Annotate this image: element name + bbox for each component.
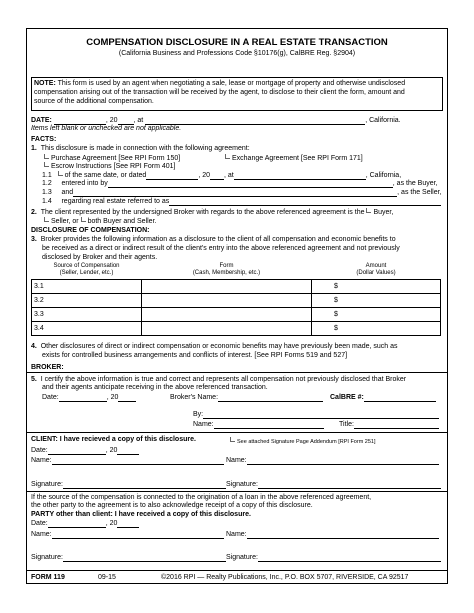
property-field[interactable]	[169, 198, 441, 206]
fact-2-options: Seller, or both Buyer and Seller.	[44, 217, 156, 226]
items-note: Items left blank or unchecked are not applicable.	[31, 125, 182, 132]
fact-5-line-1: 5. I certify the above information is true and correct and represents all compensation not previously disclosed that Broker	[31, 376, 407, 383]
client-signature-field-1[interactable]	[63, 481, 226, 489]
note-line-3: source of the additional compensation.	[34, 98, 154, 105]
party-name-2: Name:	[226, 531, 439, 539]
party-name-field-1[interactable]	[52, 531, 224, 539]
note-line-1: NOTE: This form is used by an agent when negotiating a sale, lease or mortgage of property and otherwise undisclosed	[34, 80, 406, 87]
brokers-name-field[interactable]	[218, 394, 323, 402]
party-name-field-2[interactable]	[247, 531, 439, 539]
party-heading: PARTY other than client: I have received a copy of this disclosure.	[31, 511, 251, 518]
form-cell[interactable]	[142, 294, 312, 308]
signature-addendum-option[interactable]: See attached Signature Page Addendum [RPI Form 251]	[230, 437, 376, 446]
col-source-header: Source of Compensation (Seller, Lender, etc.)	[53, 263, 120, 276]
party-signature-1: Signature:	[31, 554, 226, 562]
fact-4-line-1: 4. Other disclosures of direct or indirect compensation or economic benefits may have previously been made, such as	[31, 343, 398, 350]
amount-cell[interactable]: $	[312, 322, 441, 336]
amount-cell[interactable]: $	[312, 308, 441, 322]
date-line: DATE: , 20 , at , California.	[31, 117, 401, 124]
client-date-field[interactable]	[48, 447, 106, 455]
divider	[26, 432, 448, 433]
source-cell[interactable]: 3.3	[32, 308, 142, 322]
checkbox[interactable]	[230, 437, 235, 442]
broker-by: By:	[193, 411, 439, 419]
compensation-table	[31, 263, 441, 336]
disclosure-heading: DISCLOSURE OF COMPENSATION:	[31, 227, 150, 234]
table-row	[32, 280, 441, 294]
broker-agent-name-field[interactable]	[214, 421, 324, 429]
fact-2: 2. The client represented by the undersigned Broker with regards to the above referenced agreement is the Buyer,	[31, 209, 394, 216]
fact-1-4: 1.4 regarding real estate referred to as	[42, 198, 441, 206]
table-row	[32, 308, 441, 322]
form-cell[interactable]	[142, 308, 312, 322]
year-field[interactable]	[210, 172, 224, 180]
broker-heading: BROKER:	[31, 364, 64, 371]
checkbox[interactable]	[44, 162, 49, 167]
divider	[26, 372, 448, 373]
escrow-instructions-option[interactable]: Escrow Instructions [See RPI Form 401]	[44, 162, 176, 171]
client-name-1: Name:	[31, 457, 224, 465]
form-title: COMPENSATION DISCLOSURE IN A REAL ESTATE TRANSACTION	[86, 37, 388, 48]
city-field[interactable]	[145, 117, 365, 125]
table-row	[32, 294, 441, 308]
fact-1-2: 1.2 entered into by , as the Buyer,	[42, 180, 438, 187]
amount-cell[interactable]: $	[312, 294, 441, 308]
form-cell[interactable]	[142, 280, 312, 294]
party-para-2: the other party to the agreement is to also acknowledge receipt of a copy of this disclosure.	[31, 502, 313, 509]
calbre-field[interactable]	[364, 394, 436, 402]
city-field[interactable]	[234, 172, 366, 180]
broker-date-field[interactable]	[59, 394, 107, 402]
party-para-1: If the source of the compensation is connected to the origination of a loan in the above referenced agreement,	[31, 494, 372, 501]
fact-4-line-2: exists for controlled business arrangements and conflicts of interest. [See RPI Forms 519 and 527]	[42, 352, 348, 359]
facts-heading: FACTS:	[31, 136, 57, 143]
party-signature-field-1[interactable]	[63, 554, 226, 562]
form-number: FORM 119	[31, 574, 65, 581]
date-field[interactable]	[54, 117, 106, 125]
party-signature-2: Signature:	[226, 554, 441, 562]
client-signature-1: Signature:	[31, 481, 226, 489]
fact-3-line-3: disclosed by Broker and their agents.	[42, 254, 158, 261]
dated-field[interactable]	[146, 172, 198, 180]
fact-5-line-2: and their agents anticipate receiving in the above referenced transaction.	[42, 384, 268, 391]
fact-1-3: 1.3 and , as the Seller,	[42, 189, 442, 196]
fact-1: 1. This disclosure is made in connection with the following agreement:	[31, 145, 250, 152]
source-cell[interactable]: 3.1	[32, 280, 142, 294]
client-year-field[interactable]	[117, 447, 139, 455]
form-date: 09-15	[98, 574, 116, 581]
purchase-agreement-option[interactable]: Purchase Agreement [See RPI Form 150]	[44, 154, 180, 163]
broker-title: Title:	[339, 421, 439, 429]
client-name-field-2[interactable]	[247, 457, 439, 465]
client-signature-field-2[interactable]	[258, 481, 441, 489]
form-subtitle: (California Business and Professions Code §10176(g), CalBRE Reg. §2904)	[118, 50, 356, 57]
checkbox[interactable]	[225, 154, 230, 159]
col-amount-header: Amount (Dollar Values)	[356, 263, 396, 276]
table-row	[32, 322, 441, 336]
client-date: Date: , 20	[31, 447, 139, 455]
client-name-field-1[interactable]	[52, 457, 224, 465]
source-cell[interactable]: 3.4	[32, 322, 142, 336]
brokers-name: Broker's Name:	[170, 394, 323, 402]
broker-signature-field[interactable]	[203, 411, 439, 419]
broker-date: Date: , 20	[42, 394, 136, 402]
client-name-2: Name:	[226, 457, 439, 465]
client-signature-2: Signature:	[226, 481, 441, 489]
amount-cell[interactable]: $	[312, 280, 441, 294]
calbre-number: CalBRE #:	[330, 394, 436, 402]
party-signature-field-2[interactable]	[258, 554, 441, 562]
divider	[26, 491, 448, 492]
buyer-field[interactable]	[108, 180, 393, 188]
party-date: Date: , 20	[31, 520, 139, 528]
checkbox[interactable]	[58, 171, 63, 176]
party-name-1: Name:	[31, 531, 224, 539]
fact-3-line-2: be received as a direct or indirect result of the client's entry into the above referenced agreement and not previously	[42, 245, 400, 252]
checkbox[interactable]	[44, 217, 49, 222]
copyright: ©2016 RPI — Realty Publications, Inc., P.O. BOX 5707, RIVERSIDE, CA 92517	[161, 574, 409, 581]
broker-name: Name:	[193, 421, 324, 429]
exchange-agreement-option[interactable]: Exchange Agreement [See RPI Form 171]	[225, 154, 363, 163]
note-line-2: compensation arising out of the transaction will be received by the agent, to disclose to their client the form, amount and	[34, 89, 405, 96]
checkbox[interactable]	[366, 208, 371, 213]
form-cell[interactable]	[142, 322, 312, 336]
seller-field[interactable]	[73, 189, 397, 197]
party-year-field[interactable]	[117, 520, 139, 528]
source-cell[interactable]: 3.2	[32, 294, 142, 308]
fact-1-1: 1.1 of the same date, or dated , 20 , at , California,	[42, 172, 402, 179]
fact-3-line-1: 3. Broker provides the following information as a disclosure to the client of all compensation and economic benefits to	[31, 236, 396, 243]
broker-year-field[interactable]	[118, 394, 136, 402]
client-heading: CLIENT: I have recieved a copy of this disclosure.	[31, 436, 196, 443]
col-form-header: Form (Cash, Membership, etc.)	[192, 263, 261, 276]
divider	[26, 570, 448, 571]
broker-title-field[interactable]	[354, 421, 439, 429]
checkbox[interactable]	[81, 217, 86, 222]
party-date-field[interactable]	[48, 520, 106, 528]
checkbox[interactable]	[44, 154, 49, 159]
year-field[interactable]	[118, 117, 134, 125]
